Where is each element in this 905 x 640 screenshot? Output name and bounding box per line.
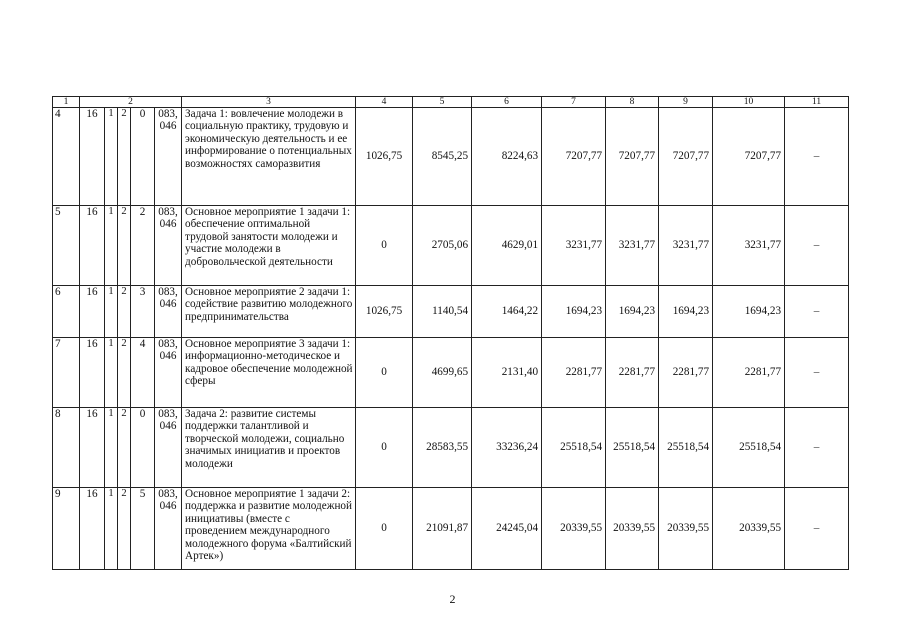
code-part-cell: 5 bbox=[131, 488, 155, 570]
value-cell: 2131,40 bbox=[472, 338, 542, 408]
code-part-cell: 1 bbox=[105, 338, 118, 408]
value-cell: – bbox=[785, 286, 849, 338]
header-cell: 10 bbox=[713, 97, 785, 108]
description-cell: Задача 1: вовлечение молодежи в социальную практику, трудовую и экономическую деятельность и ее информирование о потенциальных возможностях саморазвития bbox=[182, 108, 356, 206]
header-cell: 9 bbox=[659, 97, 713, 108]
value-cell: – bbox=[785, 488, 849, 570]
code-part-cell: 1 bbox=[105, 408, 118, 488]
code-part-cell: 0 bbox=[131, 408, 155, 488]
value-cell: 25518,54 bbox=[659, 408, 713, 488]
value-cell: 8545,25 bbox=[413, 108, 472, 206]
value-cell: 7207,77 bbox=[659, 108, 713, 206]
code-part-cell: 0 bbox=[131, 108, 155, 206]
code-part-cell: 16 bbox=[80, 488, 105, 570]
value-cell: – bbox=[785, 206, 849, 286]
header-cell: 1 bbox=[53, 97, 80, 108]
code-part-cell: 2 bbox=[131, 206, 155, 286]
value-cell: 20339,55 bbox=[713, 488, 785, 570]
value-cell: 1140,54 bbox=[413, 286, 472, 338]
value-cell: 0 bbox=[356, 488, 413, 570]
value-cell: 25518,54 bbox=[713, 408, 785, 488]
code-part-cell: 16 bbox=[80, 338, 105, 408]
value-cell: – bbox=[785, 338, 849, 408]
code-part-cell: 1 bbox=[105, 206, 118, 286]
value-cell: 4629,01 bbox=[472, 206, 542, 286]
value-cell: 2281,77 bbox=[606, 338, 659, 408]
value-cell: 7207,77 bbox=[542, 108, 606, 206]
value-cell: 2705,06 bbox=[413, 206, 472, 286]
table-row bbox=[53, 488, 849, 570]
header-cell: 5 bbox=[413, 97, 472, 108]
value-cell: 1694,23 bbox=[713, 286, 785, 338]
value-cell: 25518,54 bbox=[542, 408, 606, 488]
budget-code-cell: 083, 046 bbox=[155, 206, 182, 286]
table-row bbox=[53, 206, 849, 286]
value-cell: 3231,77 bbox=[542, 206, 606, 286]
description-cell: Основное мероприятие 3 задачи 1: информационно-методическое и кадровое обеспечение молодежной сферы bbox=[182, 338, 356, 408]
description-cell: Основное мероприятие 1 задачи 1: обеспечение оптимальной трудовой занятости молодежи и участие молодежи в добровольческой деятельности bbox=[182, 206, 356, 286]
value-cell: 7207,77 bbox=[713, 108, 785, 206]
code-part-cell: 2 bbox=[118, 338, 131, 408]
value-cell: 3231,77 bbox=[659, 206, 713, 286]
row-number-cell: 6 bbox=[53, 286, 80, 338]
table-row bbox=[53, 108, 849, 206]
code-part-cell: 16 bbox=[80, 408, 105, 488]
value-cell: 4699,65 bbox=[413, 338, 472, 408]
code-part-cell: 2 bbox=[118, 286, 131, 338]
value-cell: 20339,55 bbox=[606, 488, 659, 570]
value-cell: 33236,24 bbox=[472, 408, 542, 488]
header-cell: 4 bbox=[356, 97, 413, 108]
value-cell: 21091,87 bbox=[413, 488, 472, 570]
code-part-cell: 16 bbox=[80, 206, 105, 286]
code-part-cell: 1 bbox=[105, 488, 118, 570]
table-row bbox=[53, 286, 849, 338]
budget-code-cell: 083, 046 bbox=[155, 408, 182, 488]
header-cell: 11 bbox=[785, 97, 849, 108]
description-cell: Задача 2: развитие системы поддержки талантливой и творческой молодежи, социально значимых инициатив и проектов молодежи bbox=[182, 408, 356, 488]
value-cell: 1694,23 bbox=[659, 286, 713, 338]
code-part-cell: 2 bbox=[118, 108, 131, 206]
value-cell: 1026,75 bbox=[356, 286, 413, 338]
value-cell: 2281,77 bbox=[542, 338, 606, 408]
value-cell: 0 bbox=[356, 408, 413, 488]
column-number-header-row bbox=[53, 97, 849, 108]
value-cell: 20339,55 bbox=[542, 488, 606, 570]
code-part-cell: 1 bbox=[105, 108, 118, 206]
table-row bbox=[53, 338, 849, 408]
row-number-cell: 9 bbox=[53, 488, 80, 570]
budget-code-cell: 083, 046 bbox=[155, 108, 182, 206]
code-part-cell: 16 bbox=[80, 286, 105, 338]
value-cell: 1026,75 bbox=[356, 108, 413, 206]
value-cell: 8224,63 bbox=[472, 108, 542, 206]
value-cell: 3231,77 bbox=[713, 206, 785, 286]
code-part-cell: 2 bbox=[118, 206, 131, 286]
code-part-cell: 4 bbox=[131, 338, 155, 408]
value-cell: 1464,22 bbox=[472, 286, 542, 338]
description-cell: Основное мероприятие 1 задачи 2: поддержка и развитие молодежной инициативы (вместе с проведением международного молодежного форума «Балтийский Артек») bbox=[182, 488, 356, 570]
header-cell: 3 bbox=[182, 97, 356, 108]
value-cell: 2281,77 bbox=[659, 338, 713, 408]
code-part-cell: 2 bbox=[118, 408, 131, 488]
code-part-cell: 2 bbox=[118, 488, 131, 570]
budget-code-cell: 083, 046 bbox=[155, 286, 182, 338]
value-cell: 1694,23 bbox=[606, 286, 659, 338]
header-cell: 2 bbox=[80, 97, 182, 108]
value-cell: 1694,23 bbox=[542, 286, 606, 338]
value-cell: 0 bbox=[356, 338, 413, 408]
header-cell: 8 bbox=[606, 97, 659, 108]
row-number-cell: 4 bbox=[53, 108, 80, 206]
description-cell: Основное мероприятие 2 задачи 1: содействие развитию молодежного предпринимательства bbox=[182, 286, 356, 338]
row-number-cell: 5 bbox=[53, 206, 80, 286]
value-cell: – bbox=[785, 408, 849, 488]
value-cell: – bbox=[785, 108, 849, 206]
page-number: 2 bbox=[449, 592, 456, 606]
value-cell: 2281,77 bbox=[713, 338, 785, 408]
row-number-cell: 8 bbox=[53, 408, 80, 488]
budget-code-cell: 083, 046 bbox=[155, 338, 182, 408]
value-cell: 28583,55 bbox=[413, 408, 472, 488]
value-cell: 7207,77 bbox=[606, 108, 659, 206]
header-cell: 6 bbox=[472, 97, 542, 108]
header-cell: 7 bbox=[542, 97, 606, 108]
budget-code-cell: 083, 046 bbox=[155, 488, 182, 570]
code-part-cell: 3 bbox=[131, 286, 155, 338]
row-number-cell: 7 bbox=[53, 338, 80, 408]
value-cell: 3231,77 bbox=[606, 206, 659, 286]
value-cell: 25518,54 bbox=[606, 408, 659, 488]
value-cell: 0 bbox=[356, 206, 413, 286]
table-row bbox=[53, 408, 849, 488]
value-cell: 24245,04 bbox=[472, 488, 542, 570]
budget-table bbox=[52, 96, 849, 570]
value-cell: 20339,55 bbox=[659, 488, 713, 570]
code-part-cell: 1 bbox=[105, 286, 118, 338]
code-part-cell: 16 bbox=[80, 108, 105, 206]
